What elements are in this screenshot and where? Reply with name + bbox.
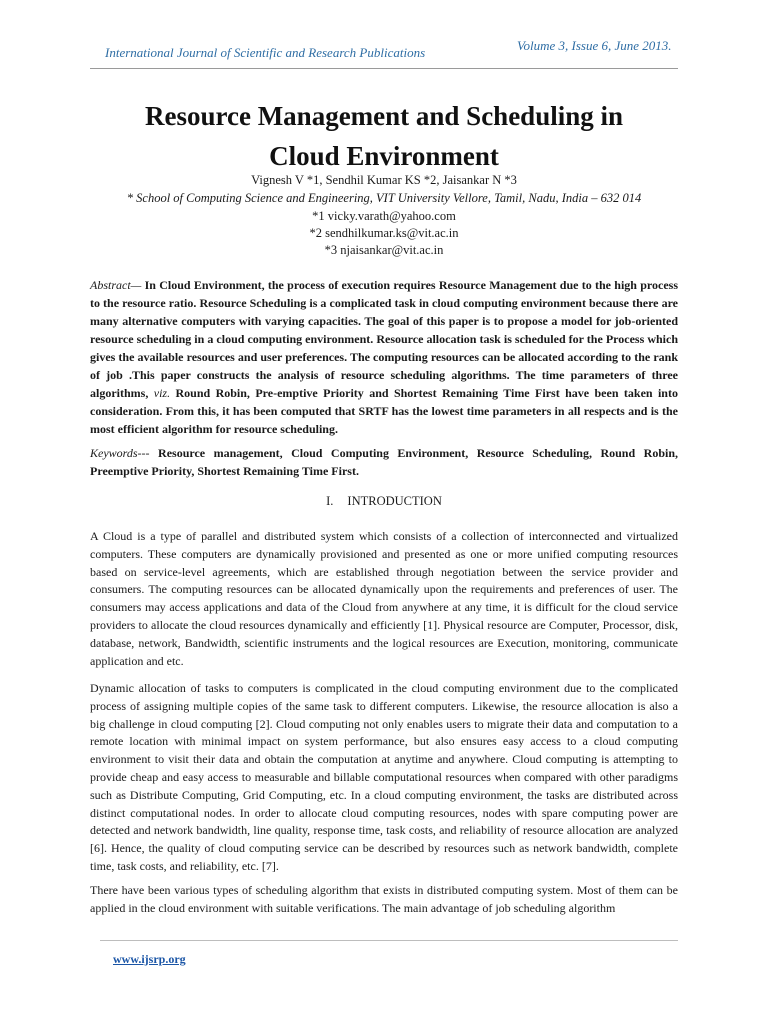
abstract bbox=[90, 276, 678, 438]
abstract-text-2: Round Robin, Pre-emptive Priority and Shortest Remaining Time First have been taken into consideration. From this, it has been computed that SRTF has the lowest time parameters in all respects and is the most efficient algorithm for resource scheduling. bbox=[90, 386, 678, 436]
header-divider bbox=[90, 68, 678, 69]
keywords-text: Resource management, Cloud Computing Environment, Resource Scheduling, Round Robin, Preemptive Priority, Shortest Remaining Time First. bbox=[90, 446, 678, 478]
author-email-3: *3 njaisankar@vit.ac.in bbox=[324, 243, 444, 257]
journal-name: International Journal of Scientific and Research Publications bbox=[105, 45, 426, 60]
journal-website-link[interactable]: www.ijsrp.org bbox=[113, 952, 186, 966]
intro-paragraph-1: A Cloud is a type of parallel and distributed system which consists of a collection of interconnected and virtualized computers. These computers are dynamically provisioned and presented as one or more unified computing resources based on service-level agreements, which are established through negotiation between the service provider and consumers. The computing resources can be allocated dynamically upon the requirements and preferences of user. The consumers may access applications and data of the Cloud from anywhere at any time, it is difficult for the cloud service providers to allocate the cloud resources dynamically and efficiently [1]. Physical resource are Computer, Processor, disk, database, network, Bandwidth, scientific instruments and the logical resources are Execution, monitoring, communicate application and etc. bbox=[90, 529, 678, 668]
paper-title bbox=[60, 96, 708, 176]
intro-paragraph-3: There have been various types of scheduling algorithm that exists in distributed computing system. Most of them can be applied in the cloud environment with suitable verifications. The main advantage of job scheduling algorithm bbox=[90, 883, 678, 915]
volume-issue: Volume 3, Issue 6, June 2013. bbox=[517, 38, 672, 53]
keywords-label: Keywords--- bbox=[90, 446, 150, 460]
author-email-2: *2 sendhilkumar.ks@vit.ac.in bbox=[309, 226, 459, 240]
section-number: I. bbox=[326, 494, 334, 508]
abstract-viz: viz. bbox=[148, 386, 171, 400]
title-line-1: Resource Management and Scheduling in bbox=[144, 101, 624, 131]
intro-paragraph-2: Dynamic allocation of tasks to computers is complicated in the cloud computing environment due to the complicated process of assigning multiple copies of the same task to different computers. Likewise, the resource allocation is also a big challenge in cloud computing [2]. Cloud computing not only enables users to migrate their data and computation to a remote location with minimal impact on system performance, but also ensures easy access to a cloud computing environment to visit their data and obtain the computation at anytime and anywhere. Cloud computing is attempting to provide cheap and easy access to measurable and billable computational resources when compared with other paradigms such as Distribute Computing, Grid Computing, etc. In a cloud computing environment, the tasks are distributed across distinct computational nodes. In order to allocate cloud computing resources, nodes with spare computing power are detected and network bandwidth, line quality, response time, task costs, and reliability of resource allocation are analyzed [6]. Hence, the quality of cloud computing service can be described by resources such as network bandwidth, complete time, task costs, and reliability, etc. [7]. bbox=[90, 681, 678, 873]
abstract-text-1: In Cloud Environment, the process of execution requires Resource Management due to the high process to the resource ratio. Resource Scheduling is a complicated task in cloud computing environment because there are many alternative computers with varying capacities. The goal of this paper is to propose a model for job-oriented resource scheduling in a cloud computing environment. Resource allocation task is scheduled for the Process which gives the available resources and user preferences. The computing resources can be allocated according to the rank of job .This paper constructs the analysis of resource scheduling algorithms. The time parameters of three algorithms, bbox=[90, 278, 678, 400]
author-names: Vignesh V *1, Sendhil Kumar KS *2, Jaisankar N *3 bbox=[251, 173, 517, 187]
section-heading-introduction bbox=[90, 494, 678, 509]
footer-divider bbox=[100, 940, 678, 941]
abstract-label: Abstract— bbox=[90, 278, 142, 292]
author-affiliation: * School of Computing Science and Engineering, VIT University Vellore, Tamil, Nadu, India – 632 014 bbox=[126, 191, 642, 205]
title-line-2: Cloud Environment bbox=[269, 141, 499, 171]
section-title: INTRODUCTION bbox=[347, 494, 442, 508]
keywords bbox=[90, 444, 678, 480]
author-email-1: *1 vicky.varath@yahoo.com bbox=[312, 209, 456, 223]
